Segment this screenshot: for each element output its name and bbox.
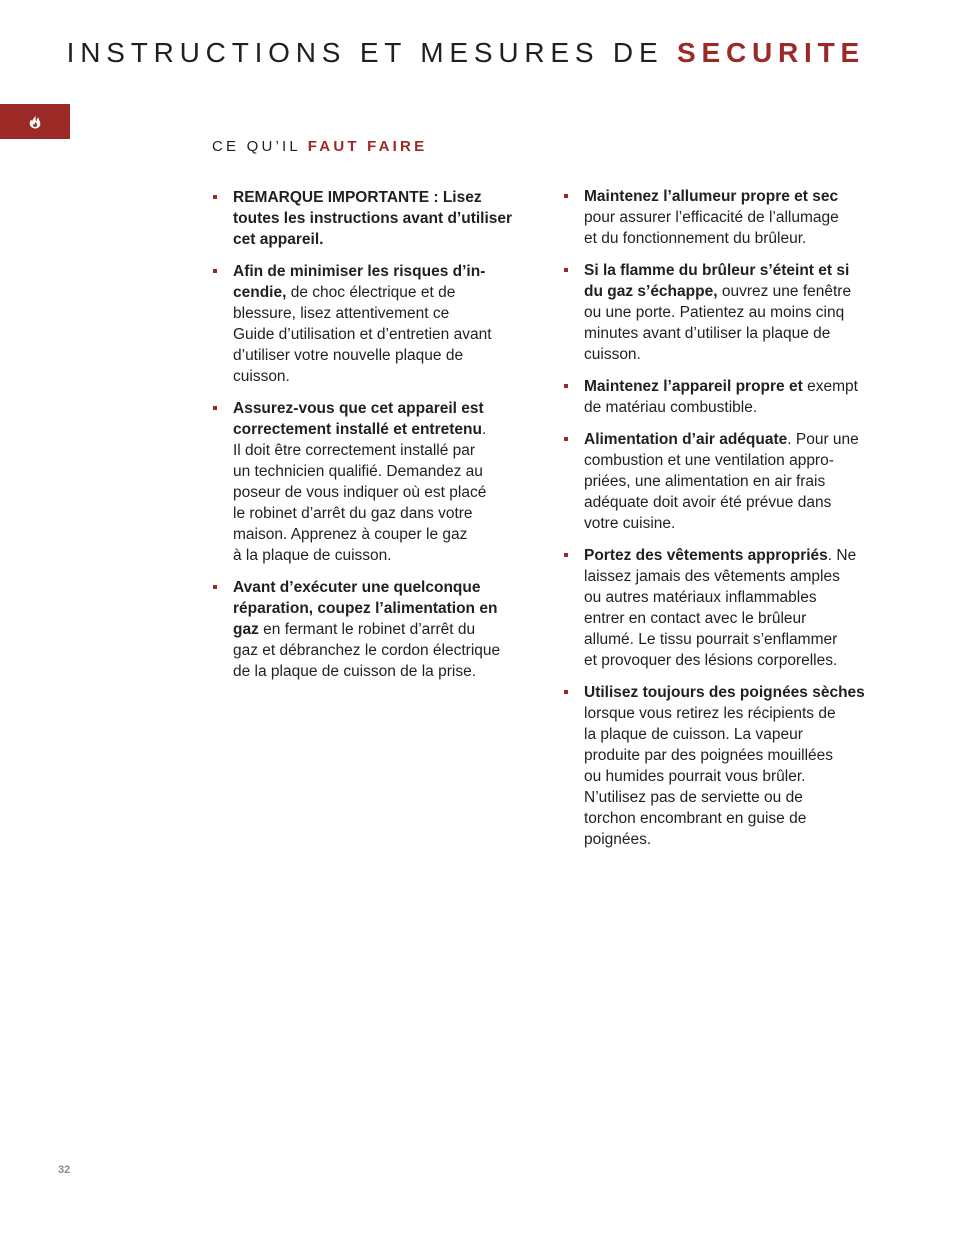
flame-icon (29, 114, 41, 129)
bullet-icon (564, 268, 568, 272)
bullet-icon (213, 406, 217, 410)
list-item (563, 260, 883, 365)
list-item-bold: Assurez-vous que cet appareil est correctement installé et entretenu (233, 400, 484, 438)
list-item (563, 429, 883, 534)
list-item-bold: Alimentation d’air adéquate (584, 431, 788, 448)
list-item-bold: REMARQUE IMPORTANTE : Lisez toutes les instructions avant d’utiliser cet appareil. (233, 189, 513, 248)
bullet-icon (213, 269, 217, 273)
bullet-icon (213, 585, 217, 589)
bullet-icon (564, 553, 568, 557)
page-title (67, 37, 865, 69)
list-item-text: exempt de matériau combustible. (584, 378, 858, 416)
list-item-text: . Il doit être correctement installé par un technicien qualifié. Demandez au poseur de vous indiquer où est placé le robinet d’arrêt du gaz dans votre maison. Apprenez à couper le gaz à la plaque de cuisson. (233, 421, 487, 564)
left-column-list (212, 187, 530, 693)
list-item-text: pour assurer l’efficacité de l’allumage et du fonctionnement du brûleur. (584, 209, 839, 247)
list-item-text: en fermant le robinet d’arrêt du gaz et débranchez le cordon électrique de la plaque de cuisson de la prise. (233, 621, 501, 680)
list-item (563, 545, 883, 671)
list-item (563, 682, 883, 850)
list-item-bold: Si la flamme du brûleur s’éteint et si du gaz s’échappe, (584, 262, 850, 300)
section-heading-accent: FAUT FAIRE (307, 138, 428, 155)
list-item (212, 261, 530, 387)
list-item-bold: Maintenez l’allumeur propre et sec (584, 188, 839, 205)
list-item-text: ouvrez une fenêtre ou une porte. Patientez au moins cinq minutes avant d’utiliser la plaque de cuisson. (584, 283, 852, 363)
list-item-bold: Utilisez toujours des poignées sèches (584, 684, 865, 701)
list-item (212, 577, 530, 682)
bullet-icon (564, 384, 568, 388)
list-item-bold: Afin de minimiser les risques d’in- cendie, (233, 263, 486, 301)
page-title-accent: SECURITE (677, 37, 865, 68)
section-heading (212, 138, 427, 155)
bullet-icon (213, 195, 217, 199)
section-tab-marker (0, 104, 70, 139)
page-number: 32 (58, 1164, 71, 1176)
list-item (563, 376, 883, 418)
bullet-icon (564, 690, 568, 694)
right-column-list (563, 186, 883, 861)
list-item (212, 187, 530, 250)
page-title-prefix: INSTRUCTIONS ET MESURES DE (66, 37, 678, 68)
list-item-text: lorsque vous retirez les récipients de la plaque de cuisson. La vapeur produite par des poignées mouillées ou humides pourrait vous brûler. N’utilisez pas de serviette ou de torchon encombrant en guise de poignées. (584, 705, 836, 848)
list-item-bold: Maintenez l’appareil propre et (584, 378, 803, 395)
list-item-text: . Ne laissez jamais des vêtements amples ou autres matériaux inflammables entrer en contact avec le brûleur allumé. Le tissu pourrait s’enflammer et provoquer des lésions corporelles. (584, 547, 857, 669)
list-item (563, 186, 883, 249)
bullet-icon (564, 194, 568, 198)
list-item-text: de choc électrique et de blessure, lisez attentivement ce Guide d’utilisation et d’entretien avant d’utiliser votre nouvelle plaque de cuisson. (233, 284, 492, 385)
list-item-text: . Pour une combustion et une ventilation appro- priées, une alimentation en air frais adéquate doit avoir été prévue dans votre cuisine. (584, 431, 859, 532)
bullet-icon (564, 437, 568, 441)
list-item-bold: Portez des vêtements appropriés (584, 547, 828, 564)
list-item-bold: Avant d’exécuter une quelconque réparation, coupez l’alimentation en gaz (233, 579, 498, 638)
section-heading-prefix: CE QU’IL (212, 138, 308, 155)
list-item (212, 398, 530, 566)
